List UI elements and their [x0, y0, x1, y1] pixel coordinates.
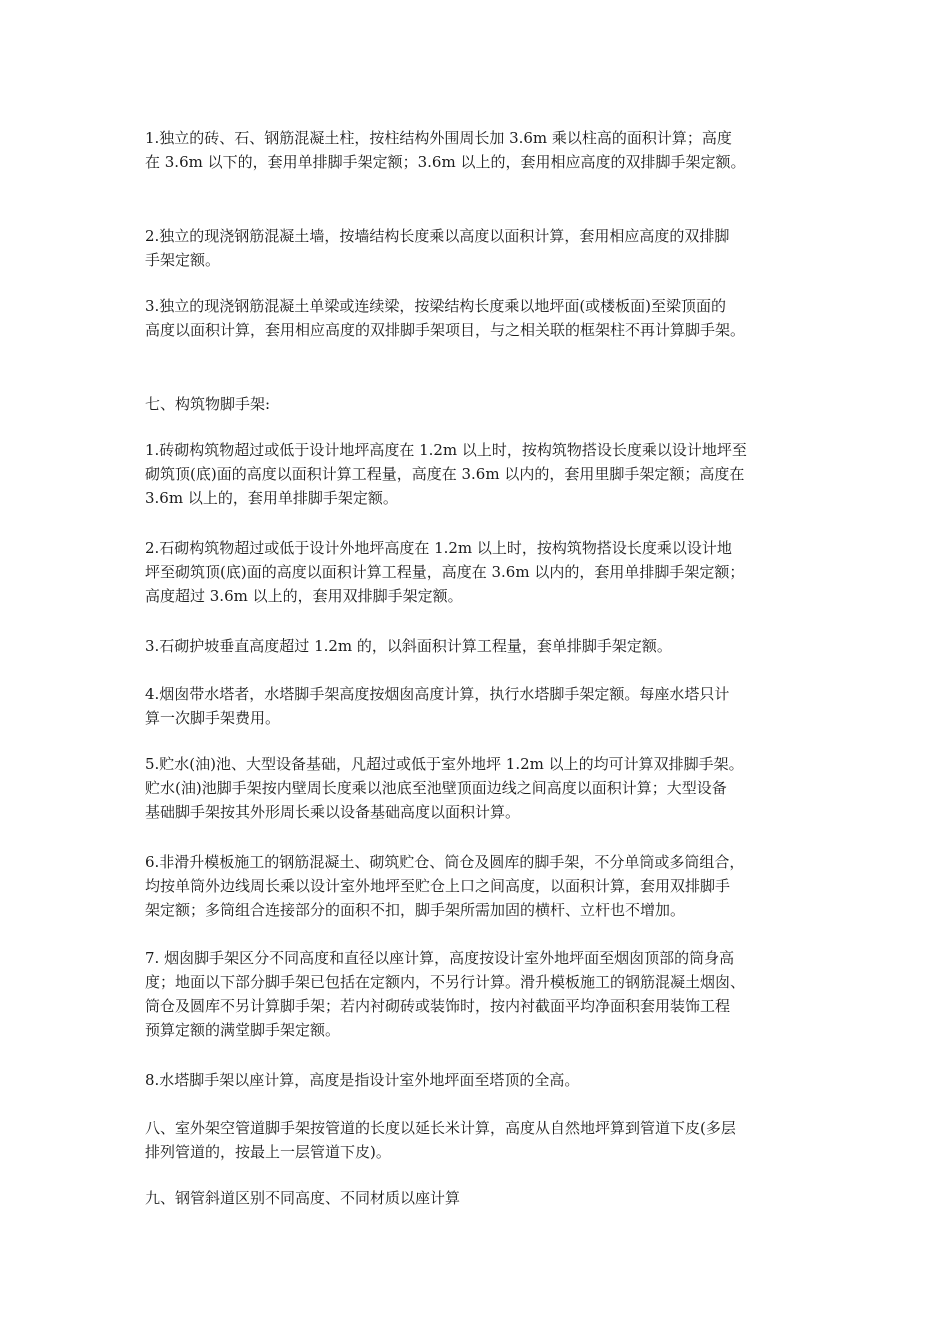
paragraph-7-5: 5.贮水(油)池、大型设备基础，凡超过或低于室外地坪 1.2m 以上的均可计算双排脚手架。 贮水(油)池脚手架按内壁周长度乘以池底至池壁顶面边线之间高度以面积计算；大型设备 基础脚手架按其外形周长乘以设备基础高度以面积计算。: [145, 755, 744, 821]
paragraph-3: 3.独立的现浇钢筋混凝土单梁或连续梁，按梁结构长度乘以地坪面(或楼板面)至梁顶面的 高度以面积计算，套用相应高度的双排脚手架项目，与之相关联的框架柱不再计算脚手架。: [145, 297, 746, 339]
paragraph-7-4: 4.烟囱带水塔者，水塔脚手架高度按烟囱高度计算，执行水塔脚手架定额。每座水塔只计 算一次脚手架费用。: [145, 685, 730, 727]
paragraph-7-6: 6.非滑升模板施工的钢筋混凝土、砌筑贮仓、筒仓及圆库的脚手架，不分单筒或多筒组合， 均按单筒外边线周长乘以设计室外地坪至贮仓上口之间高度，以面积计算，套用双排脚手 架定额；多筒组合连接部分的面积不扣，脚手架所需加固的横杆、立杆也不增加。: [145, 853, 745, 919]
paragraph-7-1: 1.砖砌构筑物超过或低于设计地坪高度在 1.2m 以上时，按构筑物搭设长度乘以设计地坪至 砌筑顶(底)面的高度以面积计算工程量，高度在 3.6m 以内的，套用里脚手架定额；高度在 3.6m 以上的，套用单排脚手架定额。: [145, 441, 747, 507]
paragraph-7-2: 2.石砌构筑物超过或低于设计外地坪高度在 1.2m 以上时，按构筑物搭设长度乘以设计地 坪至砌筑顶(底)面的高度以面积计算工程量，高度在 3.6m 以内的，套用单排脚手架定额； 高度超过 3.6m 以上的，套用双排脚手架定额。: [145, 539, 745, 605]
paragraph-7-8: 8.水塔脚手架以座计算，高度是指设计室外地坪面至塔顶的全高。: [145, 1071, 580, 1089]
paragraph-7-3: 3.石砌护坡垂直高度超过 1.2m 的，以斜面积计算工程量，套单排脚手架定额。: [145, 637, 672, 655]
section-heading-7: 七、构筑物脚手架:: [145, 395, 271, 413]
section-heading-8: 八、室外架空管道脚手架按管道的长度以延长米计算，高度从自然地坪算到管道下皮(多层 排列管道的，按最上一层管道下皮)。: [145, 1119, 736, 1161]
section-heading-9: 九、钢管斜道区别不同高度、不同材质以座计算: [145, 1189, 461, 1207]
paragraph-7-7: 7. 烟囱脚手架区分不同高度和直径以座计算，高度按设计室外地坪面至烟囱顶部的筒身高 度；地面以下部分脚手架已包括在定额内，不另行计算。滑升模板施工的钢筋混凝土烟囱、 筒仓及圆库不另计算脚手架；若内衬砌砖或装饰时，按内衬截面平均净面积套用装饰工程 预算定额的满堂脚手架定额。: [145, 949, 746, 1039]
paragraph-1: 1.独立的砖、石、钢筋混凝土柱，按柱结构外围周长加 3.6m 乘以柱高的面积计算；高度 在 3.6m 以下的，套用单排脚手架定额；3.6m 以上的，套用相应高度的双排脚手架定额。: [145, 129, 746, 171]
paragraph-2: 2.独立的现浇钢筋混凝土墙，按墙结构长度乘以高度以面积计算，套用相应高度的双排脚 手架定额。: [145, 227, 730, 269]
